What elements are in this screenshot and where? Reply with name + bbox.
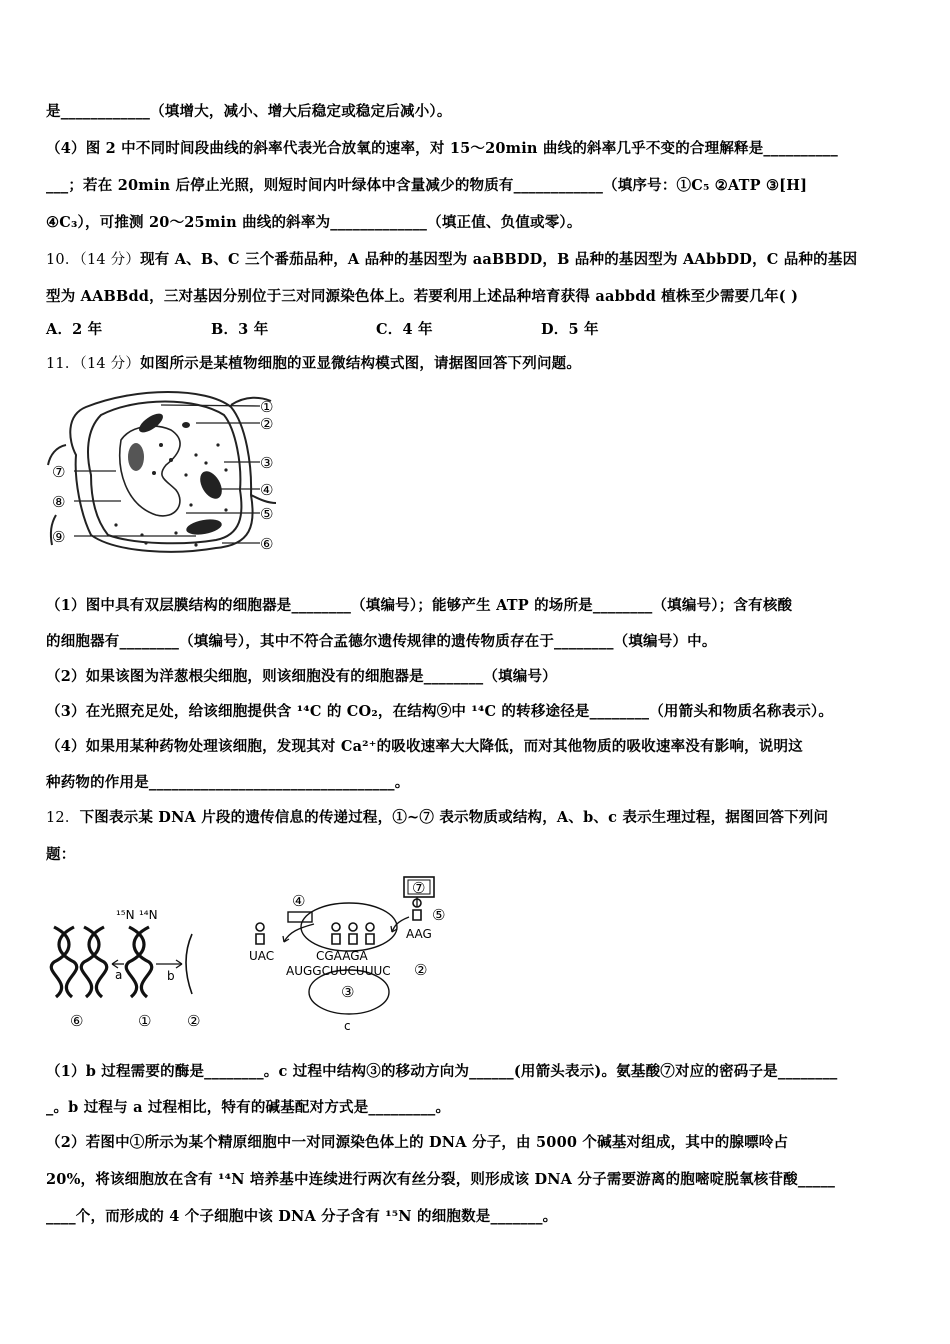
label-14n: ¹⁴N	[139, 908, 158, 922]
text-line: 的细胞器有________（填编号），其中不符合孟德尔遗传规律的遗传物质存在于________（填编号）中。	[46, 633, 717, 650]
text-line: （1）图中具有双层膜结构的细胞器是________（填编号）；能够产生 ATP 的场所是________（填编号）；含有核酸	[46, 597, 793, 614]
label-aag: AAG	[406, 927, 432, 941]
label-5: ⑤	[260, 505, 274, 523]
label-uac: UAC	[249, 949, 275, 963]
label-1: ①	[138, 1012, 152, 1030]
plant-cell-figure	[46, 385, 286, 560]
label-7: ⑦	[412, 879, 426, 897]
text-line: （2）如果该图为洋葱根尖细胞，则该细胞没有的细胞器是________（填编号）	[46, 668, 557, 685]
label-9: ⑨	[52, 528, 66, 546]
option-a: A．2 年	[46, 321, 103, 338]
label-8: ⑧	[52, 493, 66, 511]
text-line: _。b 过程与 a 过程相比，特有的碱基配对方式是_________。	[46, 1099, 451, 1116]
text-line: （2）若图中①所示为某个精原细胞中一对同源染色体上的 DNA 分子，由 5000 个碱基对组成，其中的腺嘌呤占	[46, 1134, 789, 1151]
option-b: B．3 年	[211, 321, 269, 338]
label-15n: ¹⁵N	[116, 908, 135, 922]
text-line: ____个，而形成的 4 个子细胞中该 DNA 分子含有 ¹⁵N 的细胞数是_______。	[46, 1208, 558, 1225]
text-line: （4）如果用某种药物处理该细胞，发现其对 Ca²⁺的吸收速率大大降低，而对其他物质的吸收速率没有影响，说明这	[46, 738, 803, 755]
text-line: （3）在光照充足处，给该细胞提供含 ¹⁴C 的 CO₂，在结构⑨中 ¹⁴C 的转移途径是________（用箭头和物质名称表示）。	[46, 703, 834, 720]
label-a: a	[115, 968, 123, 982]
question-10-options	[46, 318, 599, 339]
label-3: ③	[341, 983, 355, 1001]
label-6: ⑥	[260, 535, 274, 553]
question-number: 12．	[46, 810, 80, 826]
text-line: 是____________（填增大，减小、增大后稳定或稳定后减小）。	[46, 103, 452, 120]
option-d: D．5 年	[541, 321, 599, 338]
label-4: ④	[292, 892, 306, 910]
label-2: ②	[260, 415, 274, 433]
label-6: ⑥	[70, 1012, 84, 1030]
text-line: 题：	[46, 846, 76, 863]
label-c: c	[344, 1019, 351, 1033]
question-number: 11．（14 分）	[46, 356, 141, 372]
label-5: ⑤	[432, 906, 446, 924]
label-mrna: AUGGCUUCUUUC	[286, 964, 391, 978]
text-line: 20%，将该细胞放在含有 ¹⁴N 培养基中连续进行两次有丝分裂，则形成该 DNA 分子需要游离的胞嘧啶脱氧核苷酸_____	[46, 1171, 836, 1188]
text-line: 型为 AABBdd，三对基因分别位于三对同源染色体上。若要利用上述品种培育获得 aabbdd 植株至少需要几年( )	[46, 288, 799, 305]
text-line: ④C₃），可推测 20～25min 曲线的斜率为_____________（填正值、负值或零）。	[46, 214, 582, 231]
label-3: ③	[260, 454, 274, 472]
dna-process-figure	[44, 872, 444, 1032]
label-cgaaga: CGAAGA	[316, 949, 368, 963]
question-12-stem: 12．下图表示某 DNA 片段的遗传信息的传递过程，①~⑦ 表示物质或结构，A、b、c 表示生理过程，据图回答下列问	[46, 809, 829, 826]
label-2-left: ②	[187, 1012, 201, 1030]
question-10-stem: 10．（14 分）现有 A、B、C 三个番茄品种，A 品种的基因型为 aaBBDD，B 品种的基因型为 AAbbDD，C 品种的基因	[46, 251, 858, 268]
text-line: ___；若在 20min 后停止光照，则短时间内叶绿体中含量减少的物质有____________（填序号：①C₅ ②ATP ③[H]	[46, 177, 808, 194]
text-line: （4）图 2 中不同时间段曲线的斜率代表光合放氧的速率，对 15～20min 曲线的斜率几乎不变的合理解释是__________	[46, 140, 838, 157]
label-1: ①	[260, 398, 274, 416]
option-c: C．4 年	[376, 321, 433, 338]
question-11-stem: 11．（14 分）如图所示是某植物细胞的亚显微结构模式图，请据图回答下列问题。	[46, 355, 582, 372]
question-number: 10．（14 分）	[46, 252, 141, 268]
text-line: 种药物的作用是_________________________________。	[46, 774, 410, 791]
label-7: ⑦	[52, 463, 66, 481]
text-line: （1）b 过程需要的酶是________。c 过程中结构③的移动方向为______(用箭头表示)。氨基酸⑦对应的密码子是________	[46, 1063, 838, 1080]
label-b: b	[167, 969, 175, 983]
label-2-right: ②	[414, 961, 428, 979]
label-4: ④	[260, 481, 274, 499]
